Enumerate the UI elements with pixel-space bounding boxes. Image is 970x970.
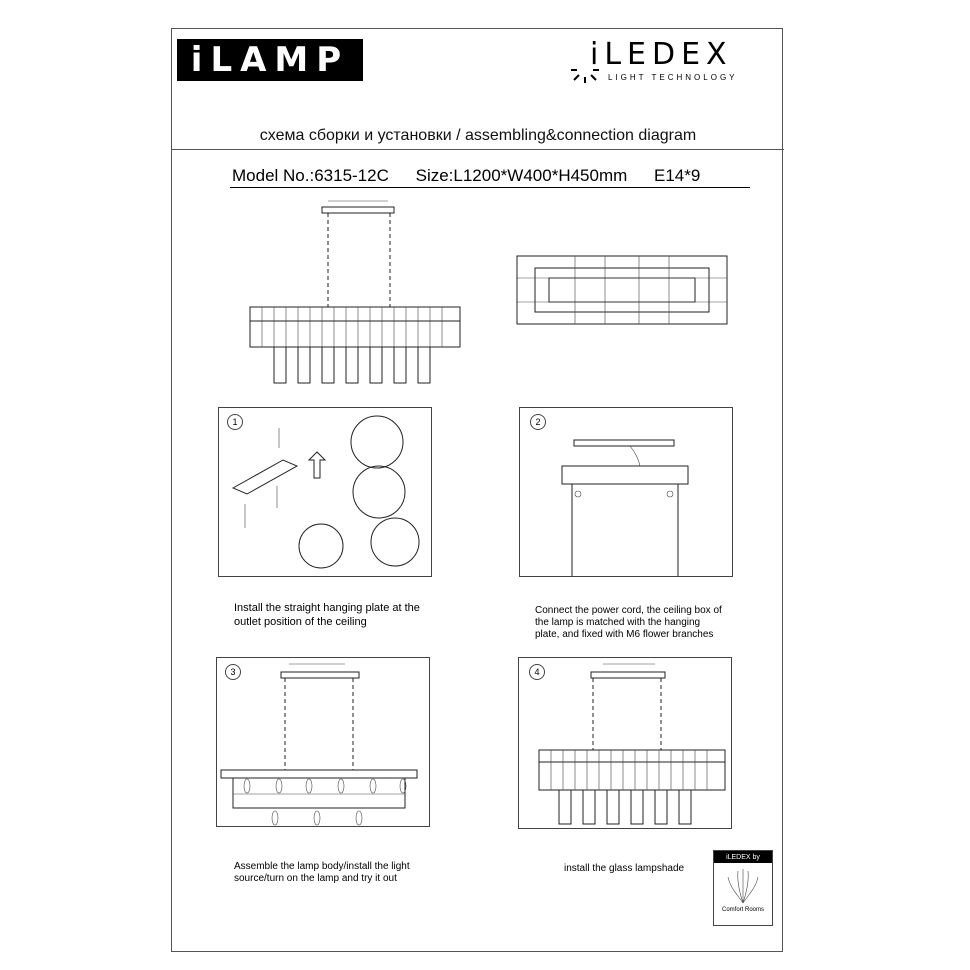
step-1-panel: [218, 407, 432, 577]
step-2-panel: [519, 407, 733, 577]
credit-name: Comfort Rooms: [721, 907, 764, 913]
chandelier-top-view: [515, 254, 729, 326]
step-4-number: 4: [529, 664, 545, 680]
header-divider: [172, 149, 784, 150]
iledex-tagline: LIGHT TECHNOLOGY: [608, 73, 738, 82]
credit-header: iLEDEX by: [714, 851, 772, 863]
step-1-drawing: [219, 408, 431, 576]
model-bulbs: E14*9: [654, 166, 701, 185]
iledex-wordmark: iLEDEX: [590, 37, 733, 72]
ilamp-logo: iLAMP: [177, 39, 363, 81]
model-size: Size:L1200*W400*H450mm: [415, 166, 628, 185]
model-number: Model No.:6315-12C: [232, 166, 389, 185]
step-2-number: 2: [530, 414, 546, 430]
step-3-panel: [216, 657, 430, 827]
diagram-subtitle: схема сборки и установки / assembling&connection diagram: [259, 127, 697, 144]
step-4-caption: install the glass lampshade: [564, 863, 685, 874]
step-4-drawing: [519, 658, 731, 828]
step-2-drawing: [520, 408, 732, 576]
iledex-logo: [570, 37, 780, 87]
step-3-caption: Assemble the lamp body/install the light source/turn on the lamp and try it out: [234, 861, 410, 884]
chandelier-front-view: [244, 197, 464, 387]
step-3-drawing: [217, 658, 429, 826]
instruction-sheet: [171, 28, 783, 952]
step-3-number: 3: [225, 664, 241, 680]
step-4-panel: [518, 657, 732, 829]
step-1-number: 1: [227, 414, 243, 430]
step-2-caption: Connect the power cord, the ceiling box of the lamp is matched with the hanging plate, and fixed with M6 flower branches: [535, 605, 722, 640]
step-1-caption: Install the straight hanging plate at the outlet position of the ceiling: [234, 602, 420, 628]
comfort-rooms-logo: [713, 850, 773, 926]
model-underline: [230, 187, 750, 188]
crown-icon: [726, 867, 760, 905]
model-info: [232, 166, 722, 186]
